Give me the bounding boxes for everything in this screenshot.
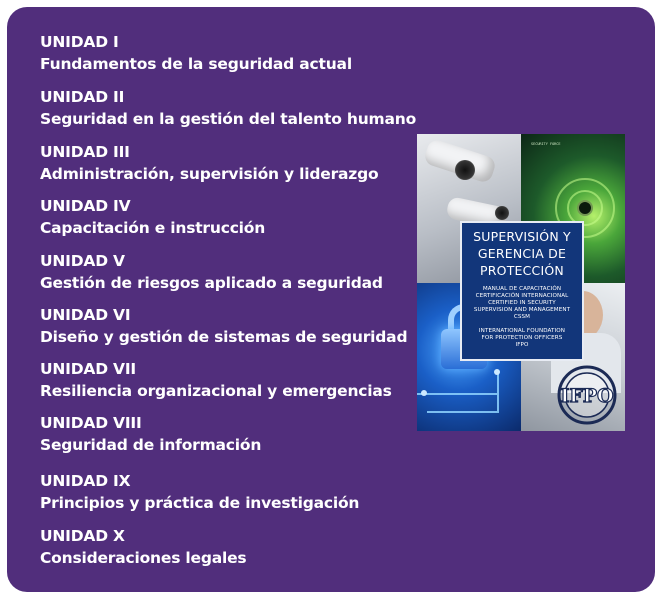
unit-item [40, 470, 359, 514]
unit-name: Diseño y gestión de sistemas de seguridad [40, 328, 408, 346]
circuit-node [494, 369, 500, 375]
cover-org-line: FOR PROTECTION OFFICERS [481, 335, 563, 341]
unit-item [40, 525, 246, 569]
circuit-line [497, 373, 499, 413]
cover-title-line: GERENCIA DE [477, 246, 567, 261]
unit-title: UNIDAD VIII [40, 414, 142, 432]
unit-name: Seguridad de información [40, 436, 262, 454]
unit-item [40, 31, 352, 75]
cover-subtitle-block [465, 286, 579, 321]
cover-org-line: INTERNATIONAL FOUNDATION [478, 328, 566, 334]
cover-subtitle: SUPERVISION AND MANAGEMENT [473, 307, 571, 313]
cover-title-line: PROTECCIÓN [480, 263, 564, 278]
circuit-line [417, 393, 497, 395]
unit-name: Consideraciones legales [40, 549, 247, 567]
unit-name: Seguridad en la gestión del talento humano [40, 110, 417, 128]
cover-title-box [460, 221, 584, 361]
unit-item [40, 86, 416, 130]
unit-item [40, 141, 378, 185]
cover-subtitle: CERTIFIED IN SECURITY [488, 300, 556, 306]
unit-name: Resiliencia organizacional y emergencias [40, 382, 392, 400]
unit-title: UNIDAD V [40, 252, 125, 270]
unit-name: Principios y práctica de investigación [40, 494, 360, 512]
ifpo-seal-logo [553, 364, 621, 426]
unit-item [40, 195, 265, 239]
circuit-line [427, 411, 497, 413]
unit-name: Fundamentos de la seguridad actual [40, 55, 352, 73]
pupil [577, 200, 593, 216]
cover-title-line: SUPERVISIÓN Y [473, 229, 571, 244]
circuit-node [421, 390, 427, 396]
unit-item [40, 358, 392, 402]
security-strip-text: SECURITY FORCE [531, 142, 561, 146]
unit-title: UNIDAD X [40, 527, 125, 545]
unit-title: UNIDAD I [40, 33, 119, 51]
cover-subtitle: CERTIFICACIÓN INTERNACIONAL [475, 293, 569, 299]
unit-title: UNIDAD IX [40, 472, 131, 490]
cover-org-block [465, 328, 579, 349]
book-cover [417, 134, 625, 431]
seal-text: IFPO [560, 385, 614, 407]
unit-item [40, 250, 383, 294]
unit-name: Gestión de riesgos aplicado a seguridad [40, 274, 383, 292]
unit-name: Capacitación e instrucción [40, 219, 266, 237]
cover-subtitle: CSSM [513, 314, 531, 320]
security-strip [521, 136, 625, 150]
unit-title: UNIDAD VI [40, 306, 131, 324]
unit-title: UNIDAD II [40, 88, 125, 106]
unit-title: UNIDAD VII [40, 360, 136, 378]
cover-subtitle: MANUAL DE CAPACITACIÓN [482, 286, 562, 292]
camera-lens [495, 206, 509, 220]
unit-title: UNIDAD III [40, 143, 130, 161]
unit-item [40, 304, 407, 348]
camera-lens [455, 160, 475, 180]
unit-item [40, 412, 261, 456]
cover-org-line: IFPO [515, 342, 529, 348]
unit-title: UNIDAD IV [40, 197, 131, 215]
unit-name: Administración, supervisión y liderazgo [40, 165, 379, 183]
